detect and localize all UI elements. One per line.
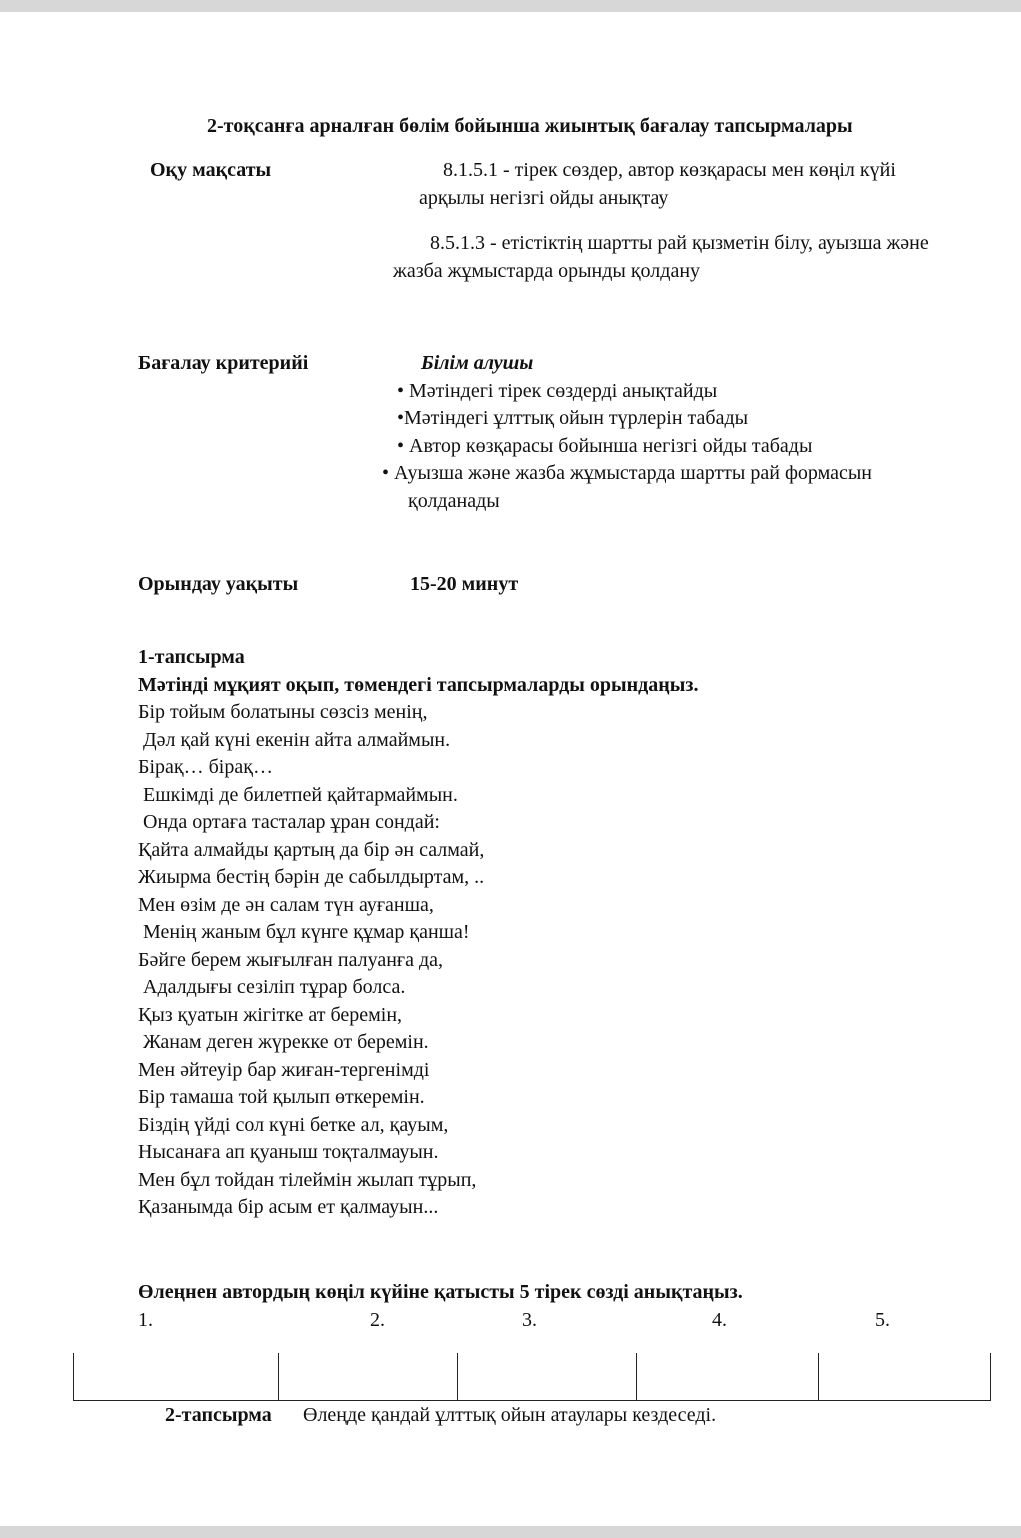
poem-line: Жанам деген жүрекке от беремін. — [138, 1031, 429, 1053]
poem-line: Ешкімді де билетпей қайтармаймын. — [138, 784, 458, 806]
poem-line: Қайта алмайды қартың да бір ән салмай, — [138, 839, 485, 861]
criteria-label: Бағалау критерийі — [138, 352, 309, 374]
poem-line: Менің жаным бұл күнге құмар қанша! — [138, 921, 470, 943]
objective-2-line2: жазба жұмыстарда орынды қолдану — [393, 260, 701, 282]
answer-number: 2. — [370, 1309, 385, 1331]
poem-line: Қыз қуатын жігітке ат беремін, — [138, 1004, 403, 1026]
criteria-item: • Автор көзқарасы бойынша негізгі ойды табады — [397, 435, 813, 457]
answer-number: 4. — [712, 1309, 727, 1331]
criteria-item: • Мәтіндегі тірек сөздерді анықтайды — [397, 380, 718, 402]
criteria-item: қолданады — [408, 490, 500, 512]
poem-line: Адалдығы сезіліп тұрар болса. — [138, 976, 406, 998]
learning-objective-label: Оқу мақсаты — [150, 159, 272, 181]
objective-2-line1: 8.5.1.3 - етістіктің шартты рай қызметін білу, ауызша және — [430, 232, 929, 254]
poem-line: Бір тойым болатыны сөзсіз менің, — [138, 701, 428, 723]
poem-line: Жиырма бестің бәрін де сабылдыртам, .. — [138, 866, 485, 888]
answer-number: 3. — [522, 1309, 537, 1331]
criteria-item: • Ауызша және жазба жұмыстарда шартты рай формасын — [382, 462, 873, 484]
criteria-heading: Білім алушы — [421, 352, 534, 374]
task2-text: Өлеңде қандай ұлттық ойын атаулары кездеседі. — [303, 1404, 717, 1426]
task1-title: 1-тапсырма — [138, 646, 245, 668]
poem-line: Бәйге берем жығылған палуанға да, — [138, 949, 444, 971]
task1-instruction: Мәтінді мұқият оқып, төмендегі тапсырмаларды орындаңыз. — [138, 674, 699, 696]
answer-number: 5. — [875, 1309, 890, 1331]
poem-line: Біздің үйді сол күні бетке ал, қауым, — [138, 1114, 449, 1136]
execution-time-value: 15-20 минут — [410, 573, 519, 595]
answer-cell-divider — [278, 1353, 279, 1401]
answer-cell-divider — [818, 1353, 819, 1401]
document-page — [0, 12, 1021, 1526]
poem-line: Дәл қай күні екенін айта алмаймын. — [138, 729, 451, 751]
answer-table — [73, 1353, 991, 1401]
criteria-item: •Мәтіндегі ұлттық ойын түрлерін табады — [397, 407, 749, 429]
poem-line: Қазанымда бір асым ет қалмауын... — [138, 1196, 439, 1218]
poem-line: Мен бұл тойдан тілеймін жылап тұрып, — [138, 1169, 477, 1191]
poem-line: Мен өзім де ән салам түн ауғанша, — [138, 894, 434, 916]
poem-line: Бір тамаша той қылып өткеремін. — [138, 1086, 425, 1108]
answer-number: 1. — [138, 1309, 153, 1331]
page-title: 2-тоқсанға арналған бөлім бойынша жиынтық бағалау тапсырмалары — [207, 115, 853, 137]
execution-time-label: Орындау уақыты — [138, 573, 299, 595]
task1-question: Өлеңнен автордың көңіл күйіне қатысты 5 тірек сөзді анықтаңыз. — [138, 1281, 743, 1303]
poem-line: Нысанаға ап қуаныш тоқталмауын. — [138, 1141, 439, 1163]
poem-line: Мен әйтеуір бар жиған-тергенімді — [138, 1059, 430, 1081]
poem-line: Онда ортаға тасталар ұран сондай: — [138, 811, 440, 833]
poem-line: Бірақ… бірақ… — [138, 756, 273, 778]
objective-1-line2: арқылы негізгі ойды анықтау — [419, 187, 669, 209]
answer-cell-divider — [457, 1353, 458, 1401]
task2-title: 2-тапсырма — [165, 1404, 272, 1426]
objective-1-line1: 8.1.5.1 - тірек сөздер, автор көзқарасы мен көңіл күйі — [443, 159, 896, 181]
answer-cell-divider — [636, 1353, 637, 1401]
